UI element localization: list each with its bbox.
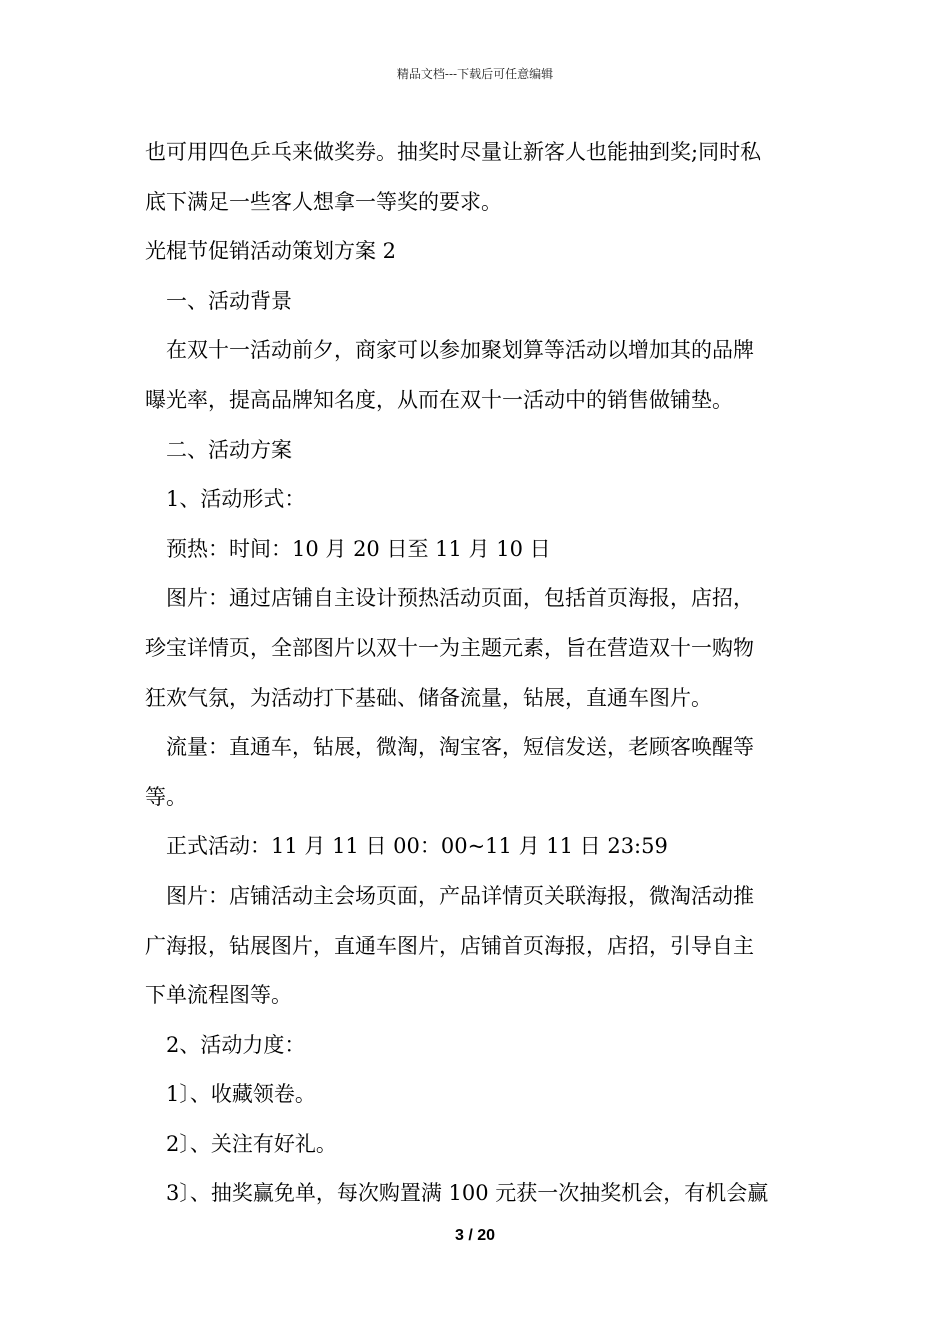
paragraph-line: 也可用四色乒乓来做奖券。抽奖时尽量让新客人也能抽到奖;同时私 <box>145 140 762 164</box>
paragraph-line: 下单流程图等。 <box>145 983 292 1008</box>
document-body <box>145 128 810 1219</box>
paragraph-line: 图片：通过店铺自主设计预热活动页面，包括首页海报，店招， <box>166 586 754 611</box>
paragraph-line: 图片：店铺活动主会场页面，产品详情页关联海报，微淘活动推 <box>166 883 754 908</box>
heading-line: 二、活动方案 <box>166 437 292 462</box>
page-number: 3 / 20 <box>454 1227 496 1244</box>
section-title: 光棍节促销活动策划方案 2 <box>145 239 397 264</box>
paragraph-line: 正式活动：11 月 11 日 00：00~11 月 11 日 23:59 <box>166 834 668 859</box>
subheading-line: 1、活动形式： <box>166 487 306 512</box>
heading-line: 一、活动背景 <box>166 288 292 313</box>
paragraph-line: 在双十一活动前夕，商家可以参加聚划算等活动以增加其的品牌 <box>166 338 754 363</box>
paragraph-line: 底下满足一些客人想拿一等奖的要求。 <box>145 189 502 214</box>
paragraph-line: 等。 <box>145 784 187 809</box>
subheading-line: 2、活动力度： <box>166 1032 306 1057</box>
paragraph-line: 流量：直通车，钻展，微淘，淘宝客，短信发送，老顾客唤醒等 <box>166 735 754 760</box>
list-item: 2〕、关注有好礼。 <box>166 1131 337 1156</box>
paragraph-line: 预热：时间：10 月 20 日至 11 月 10 日 <box>166 536 551 561</box>
paragraph-line: 广海报，钻展图片，直通车图片，店铺首页海报，店招，引导自主 <box>145 933 754 958</box>
page-header: 精品文档---下载后可任意编辑 <box>396 67 554 81</box>
paragraph-line: 曝光率，提高品牌知名度，从而在双十一活动中的销售做铺垫。 <box>145 387 733 412</box>
paragraph-line: 狂欢气氛，为活动打下基础、储备流量，钻展，直通车图片。 <box>145 685 712 710</box>
list-item: 3〕、抽奖赢免单，每次购置满 100 元获一次抽奖机会，有机会赢 <box>166 1181 769 1206</box>
list-item: 1〕、收藏领卷。 <box>166 1082 316 1107</box>
paragraph-line: 珍宝详情页，全部图片以双十一为主题元素，旨在营造双十一购物 <box>145 635 754 660</box>
